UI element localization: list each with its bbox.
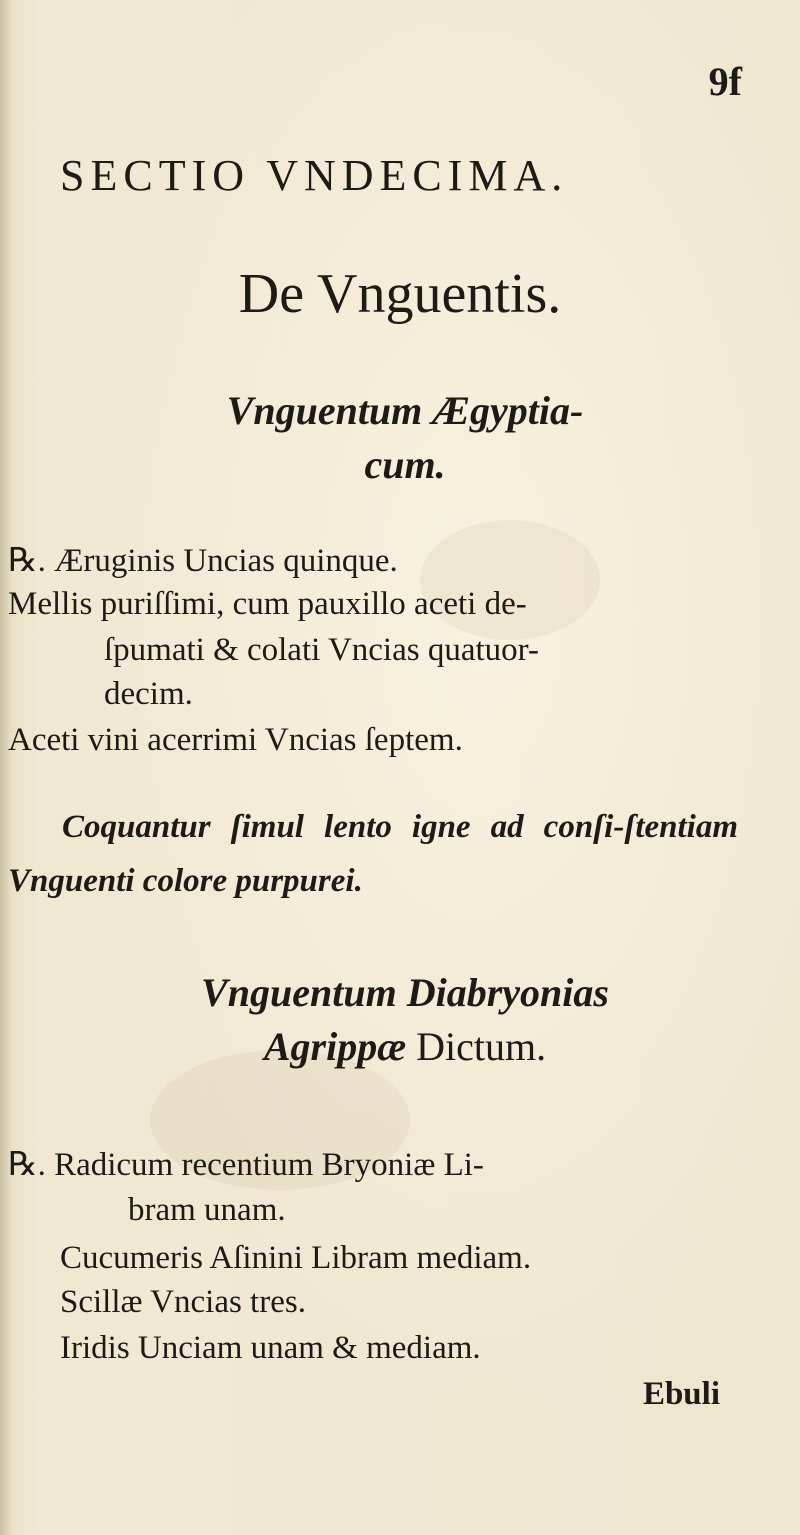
ingredient-line: Scillæ Vncias tres. <box>60 1284 306 1320</box>
recipe-title-line: Vnguentum Ægyptia- <box>226 388 584 433</box>
ingredient-line: Mellis puriſſimi, cum pauxillo aceti de- <box>8 586 527 622</box>
section-title: SECTIO VNDECIMA. <box>60 151 569 200</box>
ingredient-line: ℞. Æruginis Uncias quinque. <box>8 543 398 579</box>
recipe-title-line: Vnguentum Diabryonias <box>201 970 609 1015</box>
ingredient-line: Aceti vini acerrimi Vncias ſeptem. <box>8 722 463 758</box>
page-gutter <box>0 0 10 1535</box>
catchword: Ebuli <box>642 1376 720 1412</box>
recipe-title-line: cum. <box>364 442 446 487</box>
recipe-title-unguentum-diabryonias <box>60 966 750 1074</box>
recipe-title-word: Dictum. <box>416 1024 547 1069</box>
page-number: 9f <box>708 59 742 104</box>
ingredient-line: decim. <box>104 676 193 712</box>
chapter-heading: De Vnguentis. <box>238 263 562 325</box>
ingredient-line: ſpumati & colati Vncias quatuor- <box>104 632 539 668</box>
ingredient-line: ℞. Radicum recentium Bryoniæ Li- <box>8 1147 484 1183</box>
ingredient-line: bram unam. <box>128 1192 286 1228</box>
preparation-directions: Coquantur ſimul lento igne ad conſi-ſtentiam Vnguenti colore purpurei. <box>8 809 738 899</box>
recipe-title-unguentum-aegyptiacum <box>60 384 750 492</box>
recipe-title-name: Agrippæ <box>263 1024 407 1069</box>
ingredient-line: Cucumeris Aſinini Libram mediam. <box>60 1240 532 1276</box>
ingredient-line: Iridis Unciam unam & mediam. <box>60 1330 481 1366</box>
